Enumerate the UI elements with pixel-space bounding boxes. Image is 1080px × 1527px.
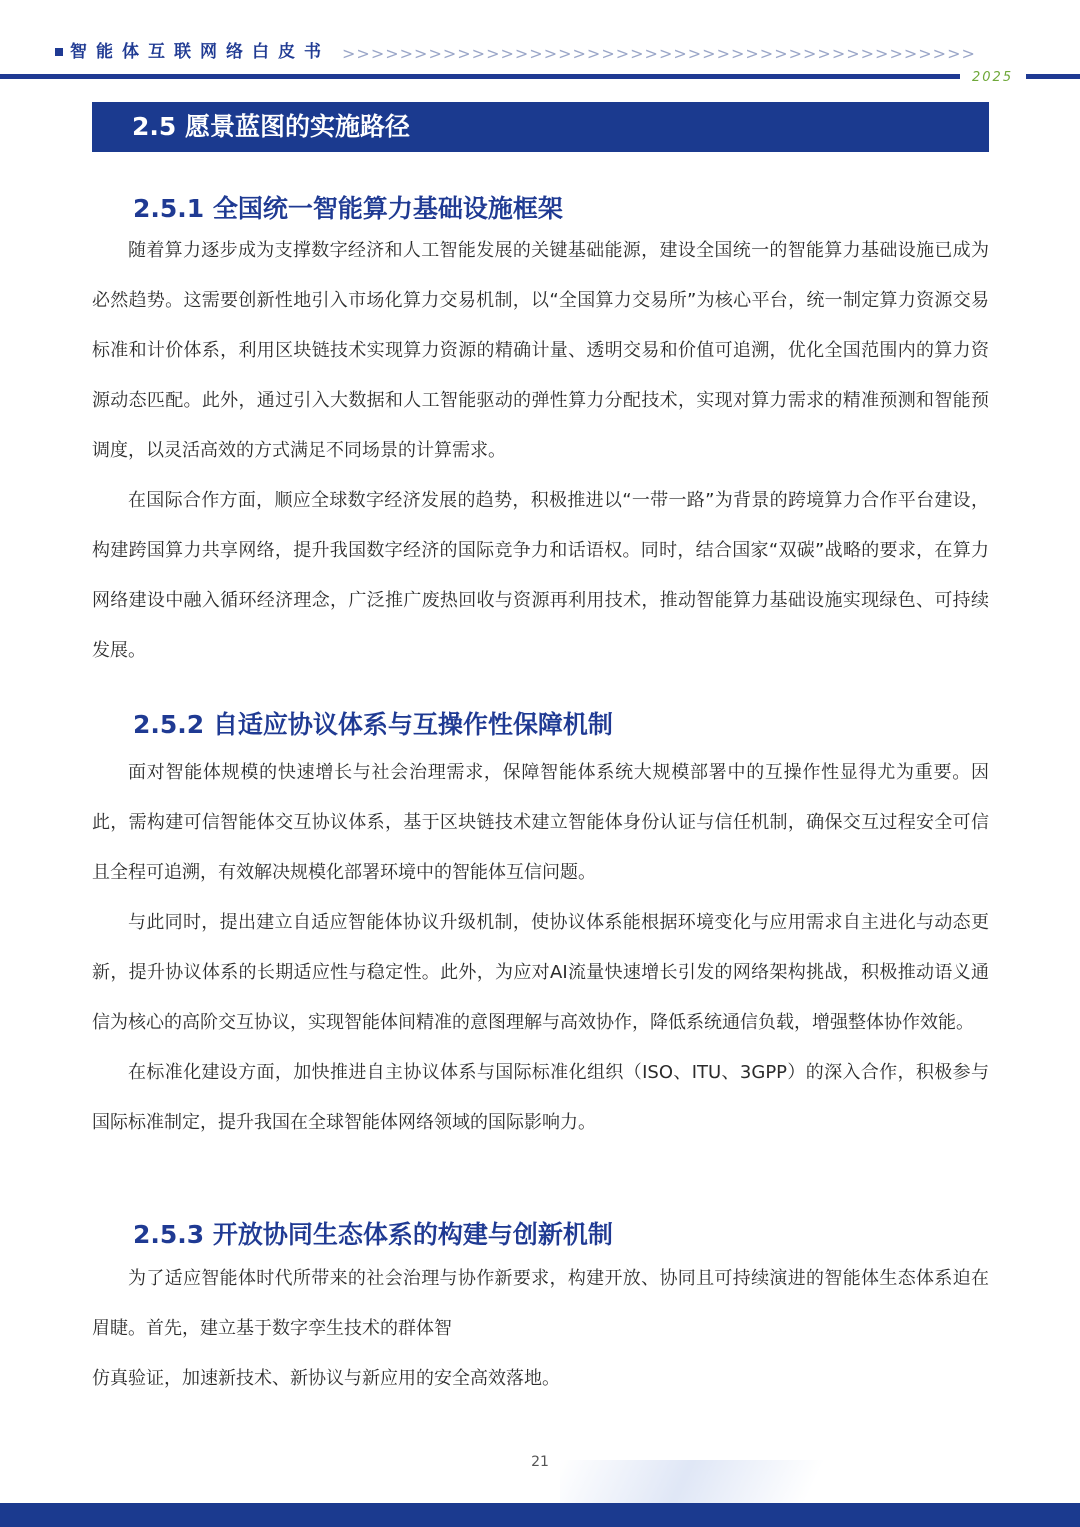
paragraph: 与此同时，提出建立自适应智能体协议升级机制，使协议体系能根据环境变化与应用需求自主进化与动态更新，提升协议体系的长期适应性与稳定性。此外，为应对AI流量快速增长引发的网络架构挑战，积极推动语义通信为核心的高阶交互协议，实现智能体间精准的意图理解与高效协作，降低系统通信负载，增强整体协作效能。 (92, 912, 989, 1033)
header-rule (0, 74, 960, 79)
header-arrow-decoration: >>>>>>>>>>>>>>>>>>>>>>>>>>>>>>>>>>>>>>>>>>>> (342, 44, 976, 63)
content-fade-overlay (590, 1305, 1010, 1415)
header-bullet-icon (55, 48, 63, 56)
subsection-body-2-5-2 (92, 748, 989, 1148)
paragraph: 在国际合作方面，顺应全球数字经济发展的趋势，积极推进以“一带一路”为背景的跨境算力合作平台建设，构建跨国算力共享网络，提升我国数字经济的国际竞争力和话语权。同时，结合国家“双碳”战略的要求，在算力网络建设中融入循环经济理念，广泛推广废热回收与资源再利用技术，推动智能算力基础设施实现绿色、可持续发展。 (92, 490, 989, 661)
paragraph: 仿真验证，加速新技术、新协议与新应用的安全高效落地。 (92, 1368, 560, 1389)
footer-bar (0, 1503, 1080, 1527)
document-title: 智能体互联网络白皮书 (70, 42, 330, 62)
section-title: 2.5 愿景蓝图的实施路径 (132, 112, 410, 141)
header-year: 2025 (972, 70, 1014, 85)
subsection-heading-2-5-1: 2.5.1 全国统一智能算力基础设施框架 (133, 194, 563, 223)
header-rule-right (1026, 74, 1080, 79)
section-title-bar (92, 102, 989, 152)
subsection-body-2-5-1 (92, 226, 989, 676)
paragraph: 为了适应智能体时代所带来的社会治理与协作新要求，构建开放、协同且可持续演进的智能体生态体系迫在眉睫。首先，建立基于数字孪生技术的群体智 (92, 1268, 989, 1339)
paragraph: 面对智能体规模的快速增长与社会治理需求，保障智能体系统大规模部署中的互操作性显得尤为重要。因此，需构建可信智能体交互协议体系，基于区块链技术建立智能体身份认证与信任机制，确保交互过程安全可信且全程可追溯，有效解决规模化部署环境中的智能体互信问题。 (92, 762, 989, 883)
subsection-heading-2-5-3: 2.5.3 开放协同生态体系的构建与创新机制 (133, 1220, 613, 1249)
paragraph: 随着算力逐步成为支撑数字经济和人工智能发展的关键基础能源，建设全国统一的智能算力基础设施已成为必然趋势。这需要创新性地引入市场化算力交易机制，以“全国算力交易所”为核心平台，统一制定算力资源交易标准和计价体系，利用区块链技术实现算力资源的精确计量、透明交易和价值可追溯，优化全国范围内的算力资源动态匹配。此外，通过引入大数据和人工智能驱动的弹性算力分配技术，实现对算力需求的精准预测和智能预调度，以灵活高效的方式满足不同场景的计算需求。 (92, 240, 989, 461)
page-number: 21 (531, 1454, 549, 1470)
paragraph: 在标准化建设方面，加快推进自主协议体系与国际标准化组织（ISO、ITU、3GPP）的深入合作，积极参与国际标准制定，提升我国在全球智能体网络领域的国际影响力。 (92, 1062, 989, 1133)
subsection-heading-2-5-2: 2.5.2 自适应协议体系与互操作性保障机制 (133, 710, 613, 739)
